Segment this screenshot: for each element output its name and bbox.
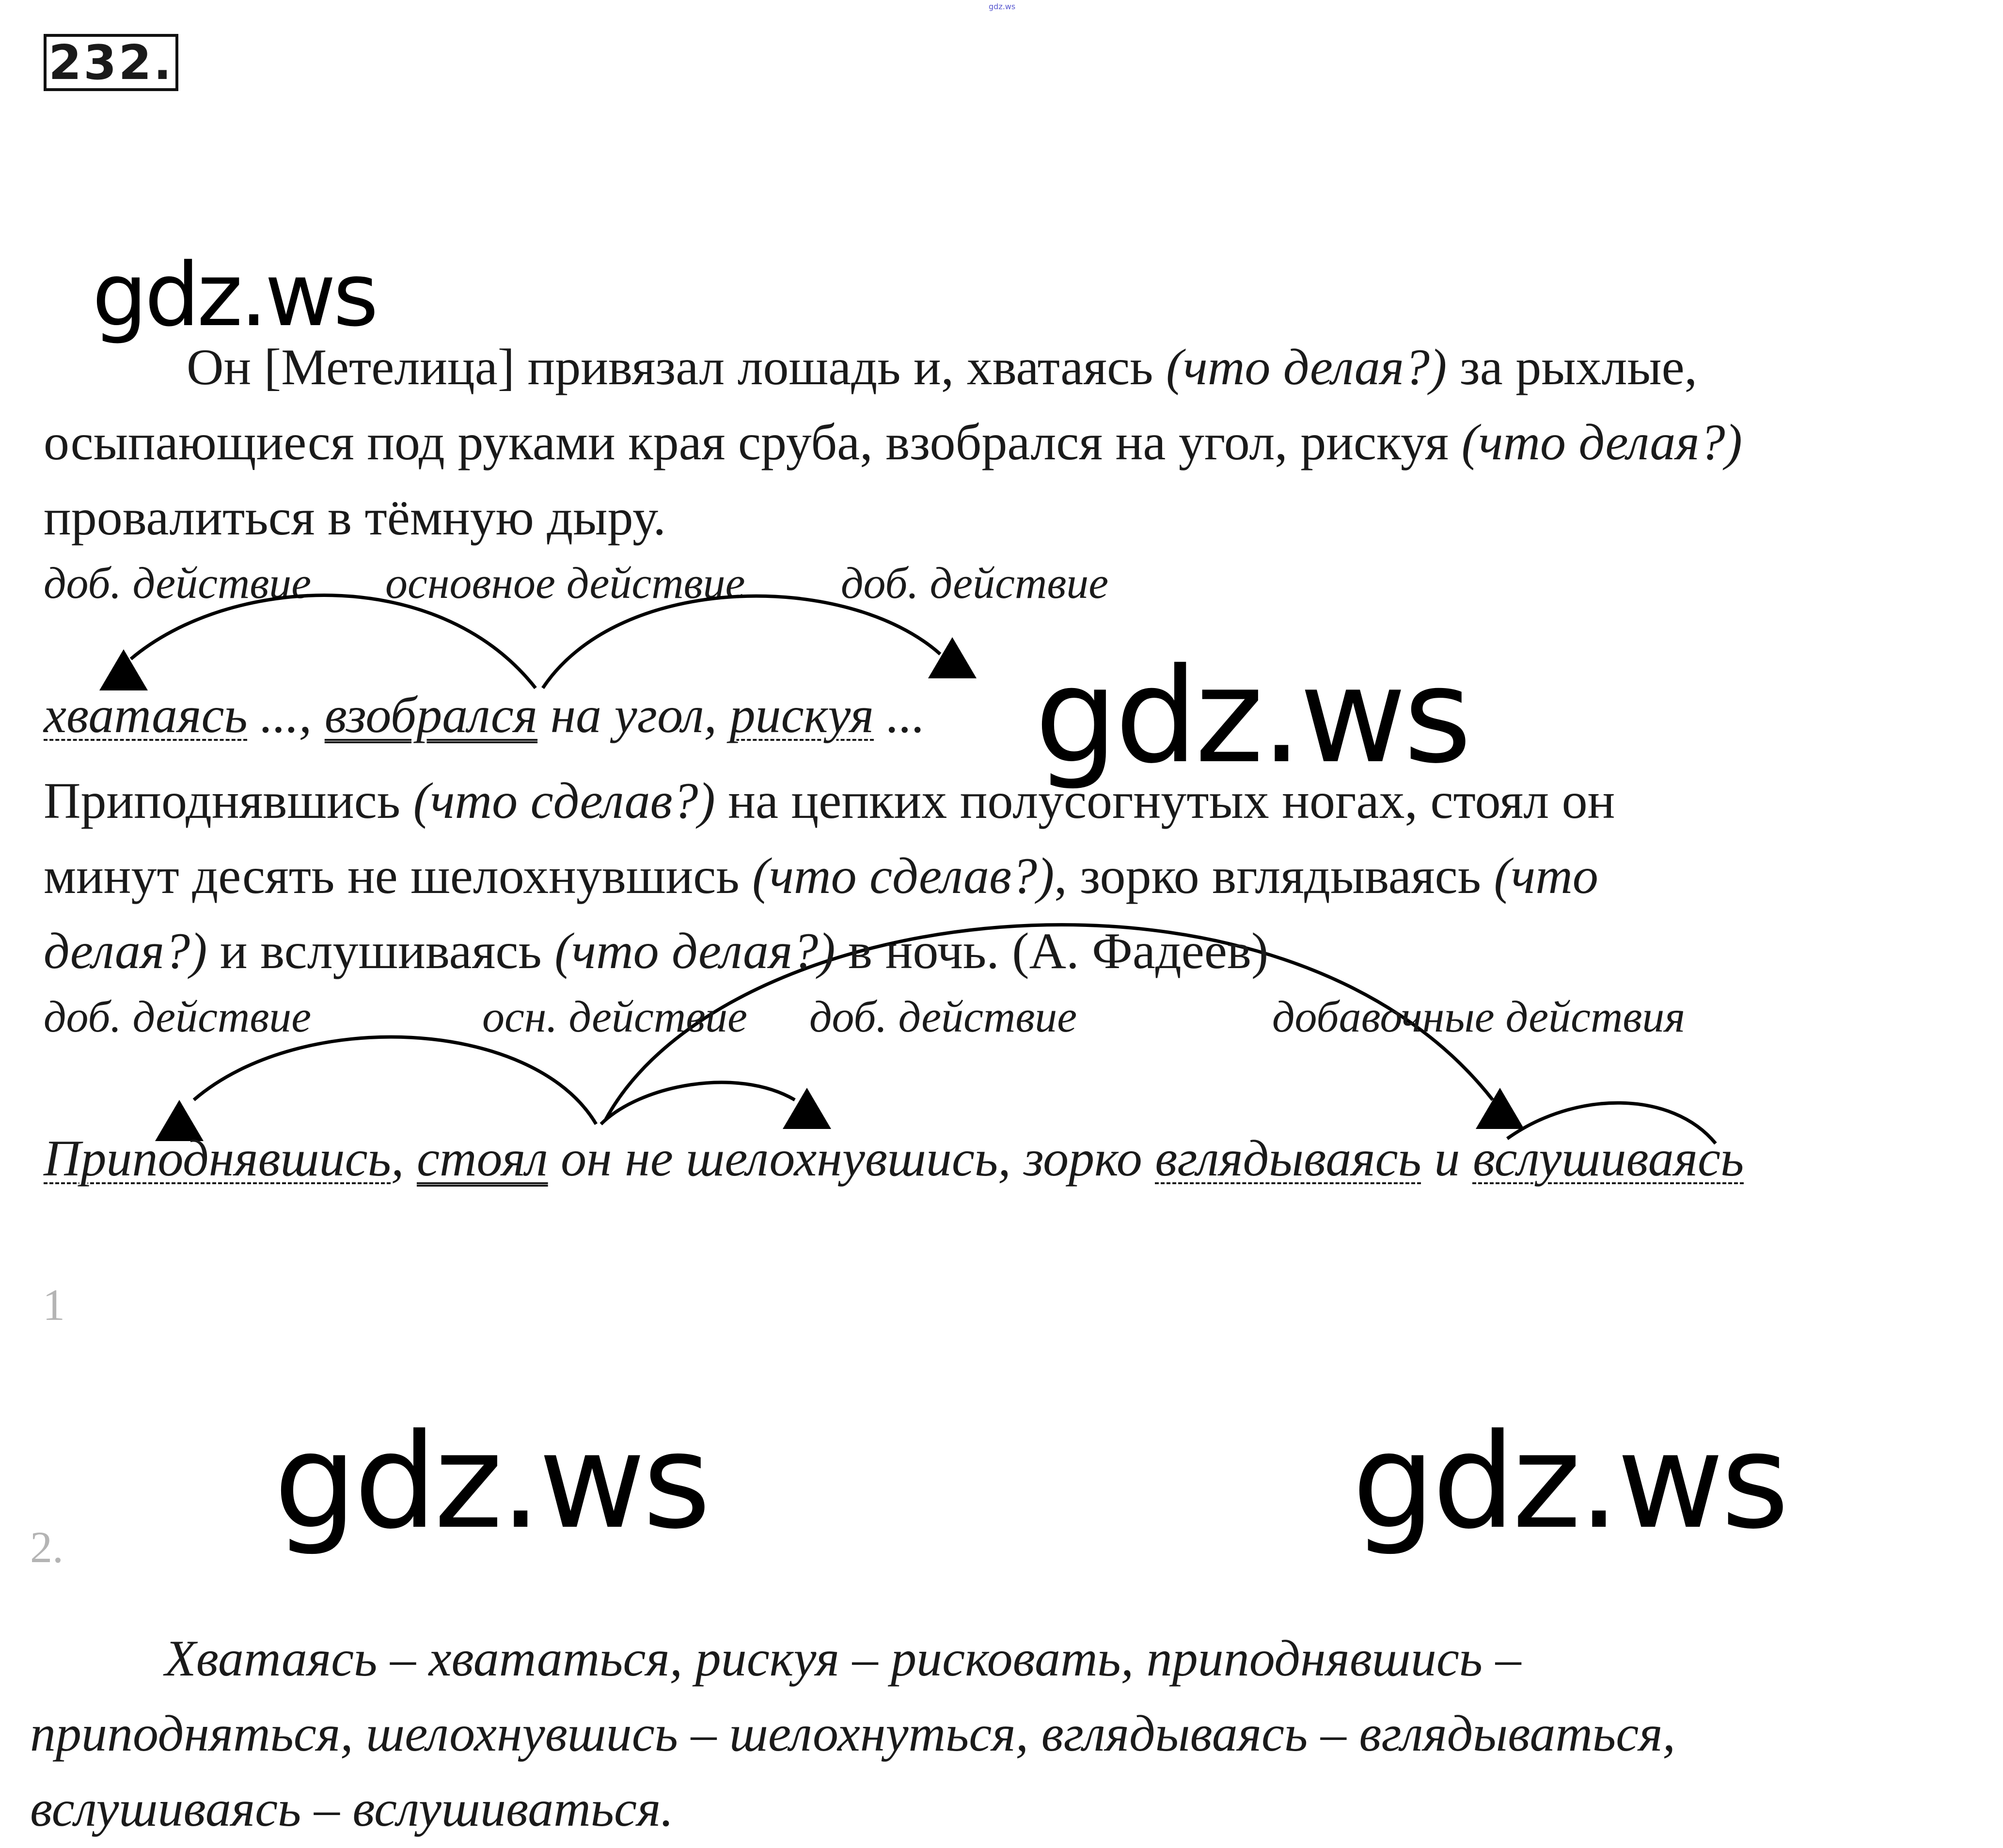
watermark-1: gdz.ws (92, 245, 376, 346)
scheme1-arc-left (131, 595, 536, 688)
scheme1-label-2: основное действие (385, 558, 745, 608)
scheme1-word-khvatayas: хватаясь (44, 687, 248, 743)
watermark-2: gdz.ws (1035, 640, 1469, 792)
sentence2-line1: Приподнявшись (что сделав?) на цепких полусогнутых ногах, стоял он (44, 772, 1615, 829)
scheme2-label-3: доб. действие (809, 992, 1077, 1041)
scheme2-arc-mid (601, 1082, 795, 1124)
sentence1-line3: провалиться в тёмную дыру. (44, 489, 666, 546)
sentence2-line3: делая?) и вслушиваясь (что делая?) в ночь. (А. Фадеев) (44, 923, 1269, 979)
scheme1-arrowhead-right (928, 637, 977, 678)
answer-line2: приподняться, шелохнувшись – шелохнуться, вглядываясь – вглядываться, (30, 1705, 1676, 1762)
scheme1-arrowhead-left (99, 649, 148, 690)
scheme2-label-1: доб. действие (44, 992, 312, 1041)
scheme2-word-vglyadyvayas: вглядываясь (1155, 1130, 1421, 1187)
scheme1-row: хватаясь ..., взобрался на угол, рискуя ... (44, 687, 926, 743)
sentence1-line1: Он [Метелица] привязал лошадь и, хватаясь (что делая?) за рыхлые, (187, 339, 1698, 395)
scheme2-arrowhead-mid (783, 1088, 831, 1129)
scheme1-word-riskuya: рискуя (729, 687, 874, 743)
answer-line3: вслушиваясь – вслушиваться. (30, 1780, 674, 1837)
marker-1: 1 (43, 1280, 65, 1330)
scheme1-label-3: доб. действие (841, 558, 1109, 608)
scheme1-label-1: доб. действие (44, 558, 312, 608)
scheme2-label-4: добавочные действия (1272, 992, 1686, 1041)
sentence1-line2: осыпающиеся под руками края сруба, взобрался на угол, рискуя (что делая?) (44, 414, 1742, 470)
scheme2-word-stoyal: стоял (416, 1130, 548, 1187)
answer-line1: Хватаясь – хвататься, рискуя – рисковать, приподнявшись – (165, 1630, 1521, 1687)
scheme2-arc-left (194, 1037, 596, 1124)
sentence2-line2: минут десять не шелохнувшись (что сделав?), зорко вглядываясь (что (44, 847, 1598, 904)
scheme2-word-pripodnyavshis: Приподнявшись (44, 1130, 391, 1187)
scheme2-word-vslushivayas: вслушиваясь (1472, 1130, 1744, 1187)
scheme1-arc-right (543, 596, 940, 688)
exercise-number: 232. (44, 34, 178, 91)
top-watermark: gdz.ws (989, 2, 1016, 11)
marker-2: 2. (30, 1522, 63, 1572)
watermark-3: gdz.ws (274, 1405, 708, 1558)
scheme2-label-2: осн. действие (482, 992, 748, 1041)
scheme2-row: Приподнявшись, стоял он не шелохнувшись, зорко вглядываясь и вслушиваясь (44, 1130, 1744, 1187)
scheme2-arrowhead-long (1476, 1088, 1524, 1129)
scheme1-word-vzobralsya: взобрался (324, 687, 538, 743)
watermark-4: gdz.ws (1352, 1405, 1786, 1558)
